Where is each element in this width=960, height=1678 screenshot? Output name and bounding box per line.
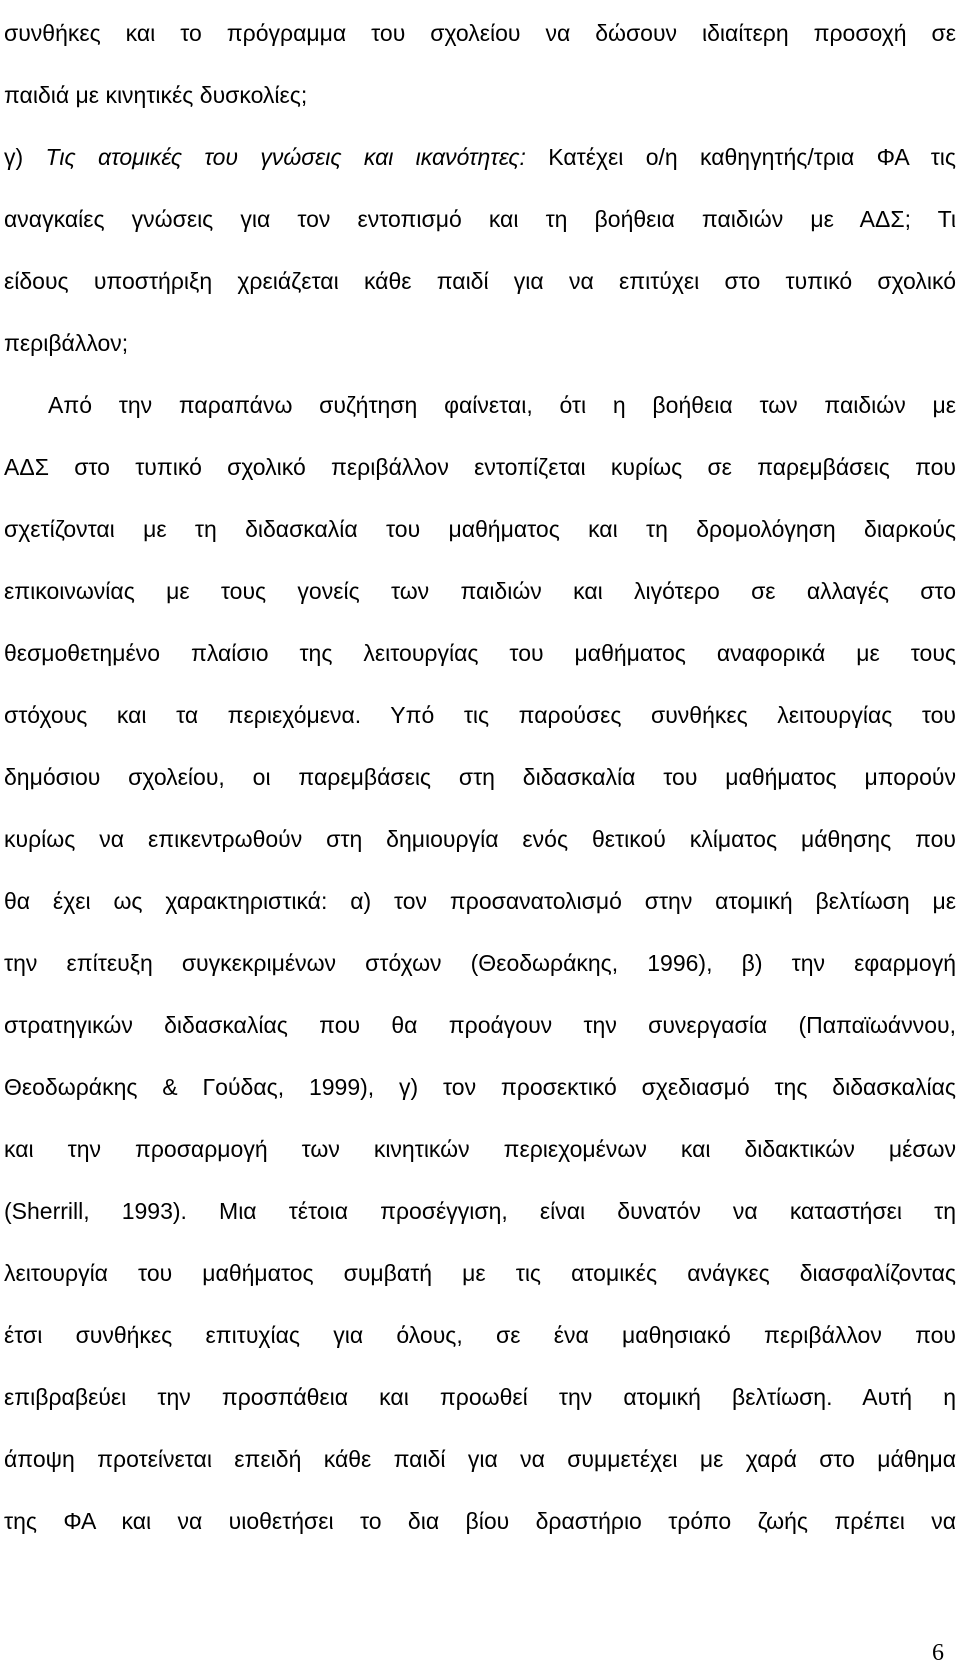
text-line: είδους υποστήριξη χρειάζεται κάθε παιδί για να επιτύχει στο τυπικό σχολικό (4, 268, 956, 294)
text-line: συνθήκες και το πρόγραμμα του σχολείου να δώσουν ιδιαίτερη προσοχή σε (4, 20, 956, 46)
text-line: άποψη προτείνεται επειδή κάθε παιδί για να συμμετέχει με χαρά στο μάθημα (4, 1446, 956, 1472)
text-line: λειτουργία του μαθήματος συμβατή με τις ατομικές ανάγκες διασφαλίζοντας (4, 1260, 956, 1286)
text-line: επιβραβεύει την προσπάθεια και προωθεί την ατομική βελτίωση. Αυτή η (4, 1384, 956, 1410)
text-line: θεσμοθετημένο πλαίσιο της λειτουργίας του μαθήματος αναφορικά με τους (4, 640, 956, 666)
text-line: παιδιά με κινητικές δυσκολίες; (4, 82, 308, 108)
text-line: περιβάλλον; (4, 330, 129, 356)
text-line: αναγκαίες γνώσεις για τον εντοπισμό και τη βοήθεια παιδιών με ΑΔΣ; Τι (4, 206, 956, 232)
text-line: στρατηγικών διδασκαλίας που θα προάγουν την συνεργασία (Παπαϊωάννου, (4, 1012, 956, 1038)
page-number: 6 (932, 1640, 944, 1666)
text-line: δημόσιου σχολείου, οι παρεμβάσεις στη διδασκαλία του μαθήματος μπορούν (4, 764, 956, 790)
text-line: ΑΔΣ στο τυπικό σχολικό περιβάλλον εντοπίζεται κυρίως σε παρεμβάσεις που (4, 454, 956, 480)
text-line: και την προσαρμογή των κινητικών περιεχομένων και διδακτικών μέσων (4, 1136, 956, 1162)
text-line: Θεοδωράκης & Γούδας, 1999), γ) τον προσεκτικό σχεδιασμό της διδασκαλίας (4, 1074, 956, 1100)
paragraph-first-line: Από την παραπάνω συζήτηση φαίνεται, ότι η βοήθεια των παιδιών με (48, 392, 956, 418)
text-fragment: Κατέχει ο/η καθηγητής/τρια ΦΑ τις (525, 144, 956, 170)
text-line: έτσι συνθήκες επιτυχίας για όλους, σε ένα μαθησιακό περιβάλλον που (4, 1322, 956, 1348)
text-line: της ΦΑ και να υιοθετήσει το δια βίου δραστήριο τρόπο ζωής πρέπει να (4, 1508, 956, 1534)
text-line: θα έχει ως χαρακτηριστικά: α) τον προσανατολισμό στην ατομική βελτίωση με (4, 888, 956, 914)
text-line: την επίτευξη συγκεκριμένων στόχων (Θεοδωράκης, 1996), β) την εφαρμογή (4, 950, 956, 976)
text-line: κυρίως να επικεντρωθούν στη δημιουργία ενός θετικού κλίματος μάθησης που (4, 826, 956, 852)
italic-heading: Τις ατομικές του γνώσεις και ικανότητες: (45, 144, 526, 170)
text-line: στόχους και τα περιεχόμενα. Υπό τις παρούσες συνθήκες λειτουργίας του (4, 702, 956, 728)
text-line: (Sherrill, 1993). Μια τέτοια προσέγγιση, είναι δυνατόν να καταστήσει τη (4, 1198, 956, 1224)
text-line: σχετίζονται με τη διδασκαλία του μαθήματος και τη δρομολόγηση διαρκούς (4, 516, 956, 542)
text-line (4, 136, 956, 198)
body-text (4, 12, 956, 1562)
text-line: επικοινωνίας με τους γονείς των παιδιών και λιγότερο σε αλλαγές στο (4, 578, 956, 604)
list-marker: γ) (4, 144, 46, 170)
